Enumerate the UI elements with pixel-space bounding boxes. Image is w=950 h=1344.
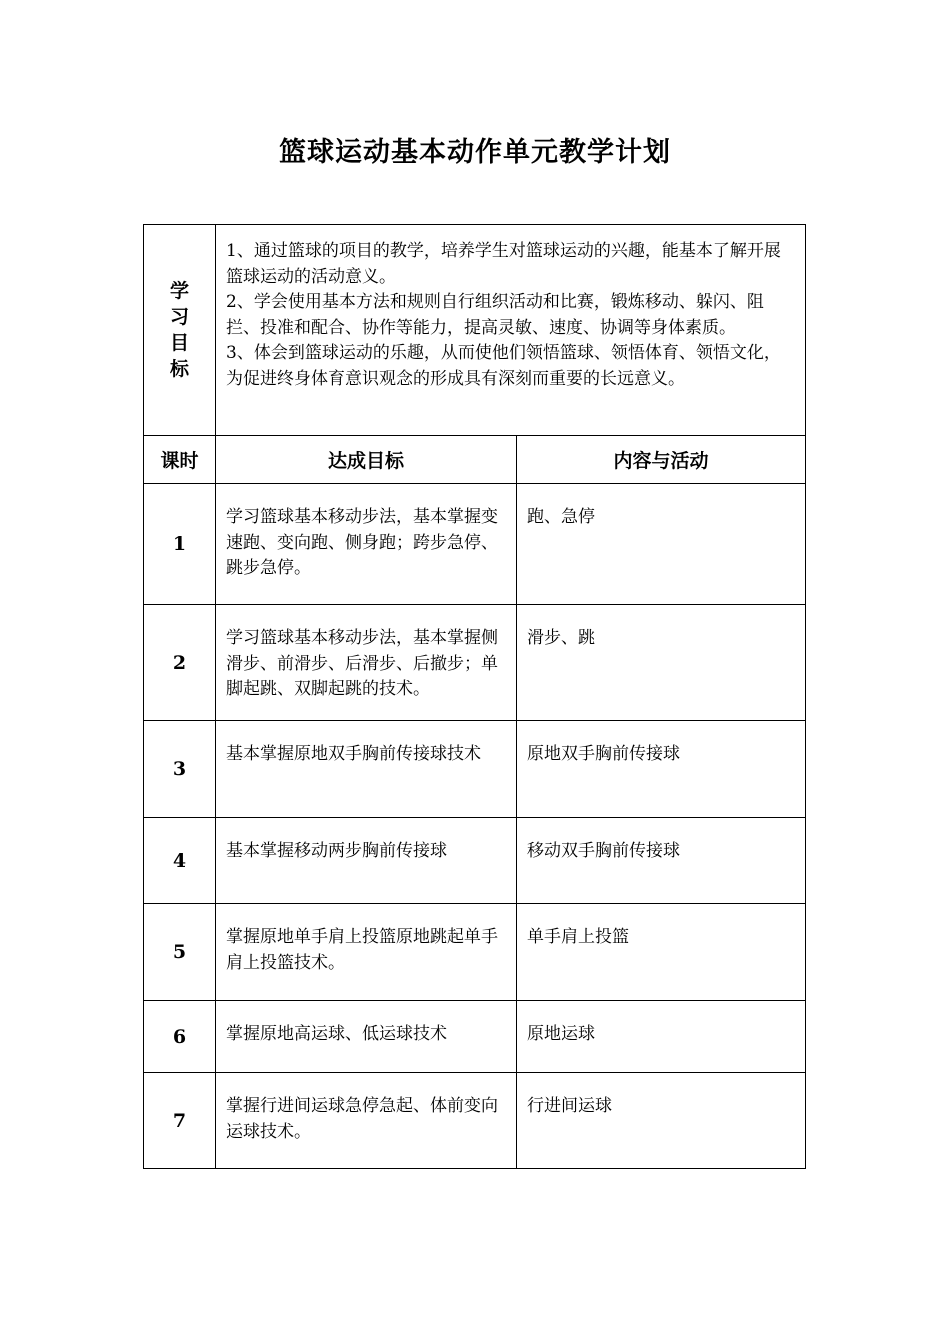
lesson-content: 跑、急停	[517, 484, 806, 605]
goal-item: 3、体会到篮球运动的乐趣，从而使他们领悟篮球、领悟体育、领悟文化，为促进终身体育意识观念的形成具有深刻而重要的长远意义。	[226, 343, 781, 389]
header-content: 内容与活动	[517, 436, 806, 484]
lesson-objective: 基本掌握移动两步胸前传接球	[216, 818, 517, 904]
table-row	[144, 1001, 806, 1073]
page-title: 篮球运动基本动作单元教学计划	[279, 137, 671, 168]
learning-goals-text	[216, 225, 806, 436]
lesson-number: 1	[144, 484, 216, 605]
lesson-content: 原地运球	[517, 1001, 806, 1073]
lesson-content: 移动双手胸前传接球	[517, 818, 806, 904]
lesson-number: 4	[144, 818, 216, 904]
header-row	[144, 436, 806, 484]
header-objective: 达成目标	[216, 436, 517, 484]
table-row	[144, 721, 806, 818]
table-row	[144, 605, 806, 721]
teaching-plan-table	[143, 224, 806, 1169]
lesson-objective: 基本掌握原地双手胸前传接球技术	[216, 721, 517, 818]
lesson-content: 原地双手胸前传接球	[517, 721, 806, 818]
learning-goals-row	[144, 225, 806, 436]
lesson-objective: 掌握原地单手肩上投篮原地跳起单手肩上投篮技术。	[216, 904, 517, 1001]
lesson-objective: 掌握原地高运球、低运球技术	[216, 1001, 517, 1073]
lesson-content: 单手肩上投篮	[517, 904, 806, 1001]
table-row	[144, 904, 806, 1001]
lesson-content: 滑步、跳	[517, 605, 806, 721]
lesson-number: 6	[144, 1001, 216, 1073]
lesson-number: 2	[144, 605, 216, 721]
lesson-number: 3	[144, 721, 216, 818]
learning-goals-label: 学 习 目 标	[144, 225, 216, 436]
header-lesson: 课时	[144, 436, 216, 484]
lesson-objective: 学习篮球基本移动步法，基本掌握侧滑步、前滑步、后滑步、后撤步；单脚起跳、双脚起跳的技术。	[216, 605, 517, 721]
goal-item: 1、通过篮球的项目的教学，培养学生对篮球运动的兴趣，能基本了解开展篮球运动的活动意义。	[226, 241, 781, 287]
lesson-content: 行进间运球	[517, 1073, 806, 1169]
table-row	[144, 1073, 806, 1169]
goal-item: 2、学会使用基本方法和规则自行组织活动和比赛，锻炼移动、躲闪、阻拦、投准和配合、协作等能力，提高灵敏、速度、协调等身体素质。	[226, 292, 764, 338]
lesson-number: 7	[144, 1073, 216, 1169]
lesson-objective: 学习篮球基本移动步法，基本掌握变速跑、变向跑、侧身跑；跨步急停、跳步急停。	[216, 484, 517, 605]
table-row	[144, 818, 806, 904]
table-row	[144, 484, 806, 605]
lesson-objective: 掌握行进间运球急停急起、体前变向运球技术。	[216, 1073, 517, 1169]
lesson-number: 5	[144, 904, 216, 1001]
